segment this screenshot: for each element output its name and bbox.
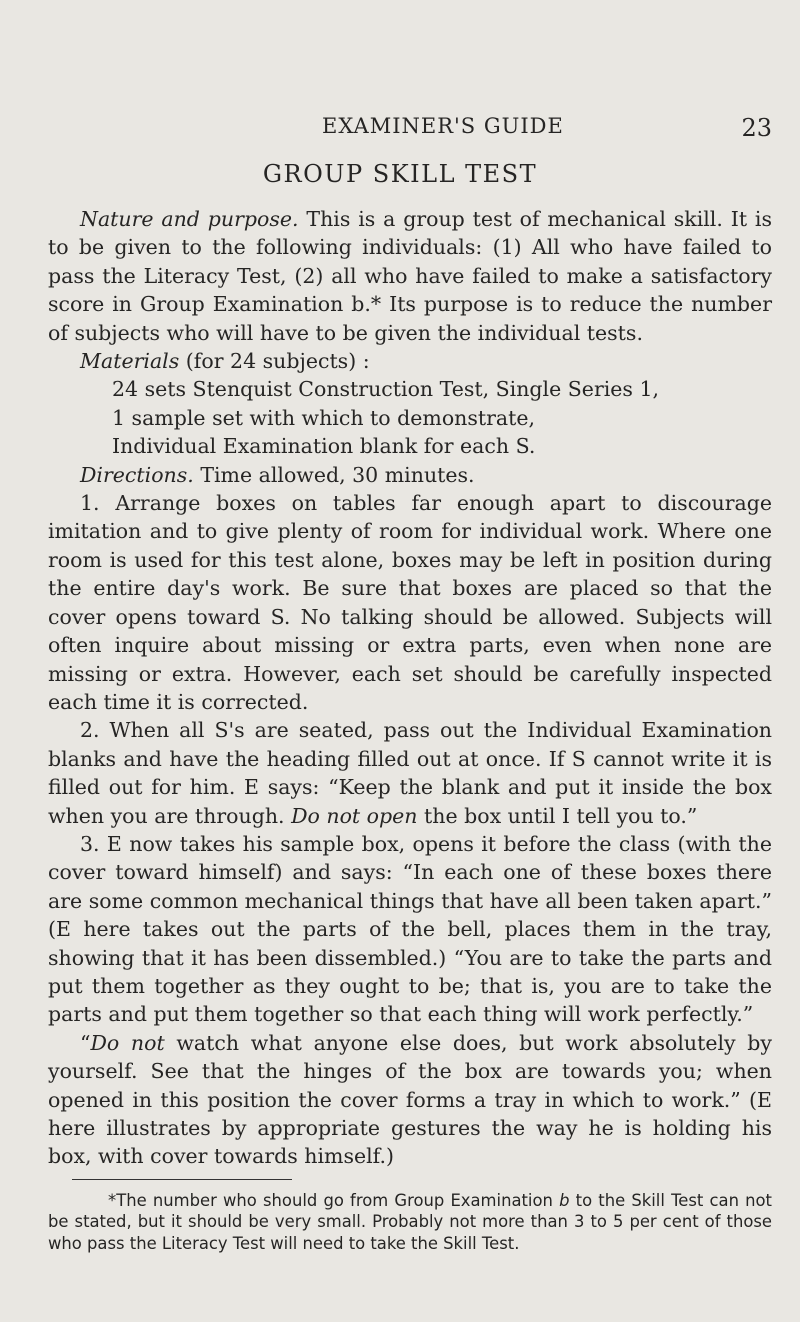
paragraph-4-text: watch what anyone else does, but work absolutely by yourself. See that the hinges of the box are towards you; when opened in this position the cover forms a tray in which to work.” (E here illustrates by appropriate gestures the way he is holding his box, with cover towards himself.) [48,1030,772,1169]
footnote-text-after: to the Skill Test can not be stated, but it should be very small. Probably not more than 3 to 5 per cent of those who pass the Literacy Test will need to take the Skill Test. [48,1190,772,1253]
materials-text: (for 24 subjects) : [185,349,370,374]
materials-item: 24 sets Stenquist Construction Test, Single Series 1, [112,377,660,402]
paragraph-2-text: 2. When all S's are seated, pass out the Individual Examination blanks and have the heading filled out at once. If S cannot write it is filled out for him. E says: “Keep the blank and put it inside the box when you are through. [48,718,772,828]
running-head: EXAMINER'S GUIDE [322,114,564,138]
page-header [0,114,800,144]
materials-item: Individual Examination blank for each S. [112,434,536,459]
footnote-rule [72,1179,292,1180]
body-text [48,205,772,1254]
directions-heading [48,461,772,489]
paragraph-4-open-quote: “ [80,1030,91,1055]
directions-label: Directions. [80,462,194,487]
footnote [48,1190,772,1255]
paragraph-4 [48,1029,772,1171]
nature-paragraph [48,205,772,347]
directions-text: Time allowed, 30 minutes. [200,462,475,487]
paragraph-2-emphasis: Do not open [291,803,418,828]
nature-text: This is a group test of mechanical skill. It is to be given to the following individuals: (1) All who have failed to pass the Literacy Test, (2) all who have failed to make a satisfactory score in Group Examination b.* Its purpose is to reduce the number of subjects who will have to be given the individual tests. [48,207,772,345]
materials-list [48,375,772,460]
nature-label: Nature and purpose. [80,207,299,231]
paragraph-2-end: the box until I tell you to.” [424,803,698,828]
paragraph-3: 3. E now takes his sample box, opens it before the class (with the cover toward himself) and says: “In each one of these boxes there are some common mechanical things that have all been taken apart.” (E here takes out the parts of the bell, places them in the tray, showing that it has been dissembled.) “You are to take the parts and put them together as they ought to be; that is, you are to take the parts and put them together so that each thing will work perfectly.” [48,831,772,1027]
materials-item: 1 sample set with which to demonstrate, [112,405,536,430]
footnote-text-before: *The number who should go from Group Examination [108,1190,553,1210]
section-title: GROUP SKILL TEST [262,160,538,188]
materials-heading [48,347,772,375]
page-number: 23 [741,114,772,142]
paragraph-1: 1. Arrange boxes on tables far enough apart to discourage imitation and to give plenty of room for individual work. Where one room is used for this test alone, boxes may be left in position during the entire day's work. Be sure that boxes are placed so that the cover opens toward S. No talking should be allowed. Subjects will often inquire about missing or extra parts, even when none are missing or extra. However, each set should be carefully inspected each time it is corrected. [48,491,772,714]
paragraph-4-emphasis: Do not [90,1030,165,1055]
paragraph-2 [48,716,772,830]
footnote-emphasis: b [559,1190,570,1210]
materials-label: Materials [80,349,180,374]
